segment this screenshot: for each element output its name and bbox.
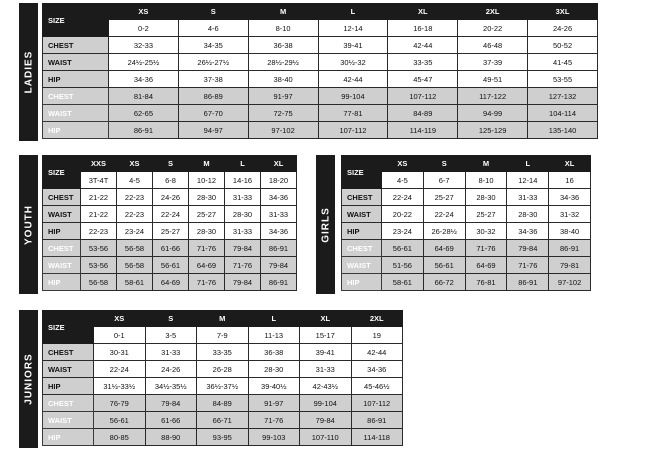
measurement-cell: 39-41 xyxy=(318,37,388,54)
measurement-cell: 107-112 xyxy=(318,122,388,139)
measurement-cell: 56-58 xyxy=(81,274,117,291)
measurement-cell: 79-84 xyxy=(261,257,297,274)
measurement-cell: 79-84 xyxy=(145,395,197,412)
table-row xyxy=(342,223,591,240)
juniors-table xyxy=(42,310,403,446)
measurement-cell: 34½-35½ xyxy=(145,378,197,395)
measurement-cell: 91-97 xyxy=(248,88,318,105)
size-letter-header: L xyxy=(225,156,261,172)
numeric-size-cell: 11-13 xyxy=(248,327,300,344)
measurement-cell: 23-24 xyxy=(117,223,153,240)
measurement-cell: 71-76 xyxy=(248,412,300,429)
measurement-cell: 22-24 xyxy=(153,206,189,223)
numeric-size-cell: 6-7 xyxy=(423,172,465,189)
measurement-label: CHEST xyxy=(43,395,94,412)
measurement-cell: 34-36 xyxy=(109,71,179,88)
measurement-label: CHEST xyxy=(342,240,382,257)
measurement-cell: 26½-27½ xyxy=(178,54,248,71)
measurement-cell: 33-35 xyxy=(197,344,249,361)
measurement-cell: 127-132 xyxy=(528,88,598,105)
measurement-cell: 135-140 xyxy=(528,122,598,139)
measurement-cell: 66-71 xyxy=(197,412,249,429)
numeric-size-cell: 24-26 xyxy=(528,20,598,37)
table-row xyxy=(342,257,591,274)
size-header-row xyxy=(342,156,591,172)
measurement-cell: 86-91 xyxy=(351,412,403,429)
measurement-cell: 79-84 xyxy=(225,274,261,291)
measurement-cell: 25-27 xyxy=(189,206,225,223)
measurement-cell: 25-27 xyxy=(423,189,465,206)
numeric-size-row xyxy=(43,172,297,189)
measurement-cell: 31-33 xyxy=(261,206,297,223)
table-row xyxy=(43,206,297,223)
youth-table xyxy=(42,155,297,291)
numeric-size-cell: 12-14 xyxy=(318,20,388,37)
numeric-size-cell: 15-17 xyxy=(300,327,352,344)
measurement-cell: 58-61 xyxy=(117,274,153,291)
juniors-title: JUNIORS xyxy=(23,353,34,405)
measurement-cell: 94-99 xyxy=(458,105,528,122)
measurement-cell: 86-91 xyxy=(507,274,549,291)
measurement-cell: 71-76 xyxy=(465,240,507,257)
measurement-cell: 56-61 xyxy=(153,257,189,274)
measurement-cell: 71-76 xyxy=(189,240,225,257)
size-letter-header: XS xyxy=(94,311,146,327)
measurement-cell: 104-114 xyxy=(528,105,598,122)
measurement-cell: 30-31 xyxy=(94,344,146,361)
measurement-cell: 22-24 xyxy=(423,206,465,223)
size-letter-header: XS xyxy=(117,156,153,172)
measurement-cell: 53-56 xyxy=(81,257,117,274)
measurement-cell: 24-26 xyxy=(145,361,197,378)
measurement-cell: 22-23 xyxy=(117,206,153,223)
numeric-size-cell: 16-18 xyxy=(388,20,458,37)
measurement-cell: 33-35 xyxy=(388,54,458,71)
measurement-cell: 22-24 xyxy=(94,361,146,378)
measurement-cell: 80-85 xyxy=(94,429,146,446)
measurement-cell: 42-44 xyxy=(318,71,388,88)
juniors-side-label xyxy=(19,310,38,448)
measurement-cell: 22-23 xyxy=(81,223,117,240)
numeric-size-cell: 19 xyxy=(351,327,403,344)
numeric-size-cell: 7-9 xyxy=(197,327,249,344)
size-letter-header: 2XL xyxy=(458,4,528,20)
size-column-header: SIZE xyxy=(43,311,94,344)
size-column-header: SIZE xyxy=(43,4,109,37)
measurement-cell: 64-69 xyxy=(189,257,225,274)
youth-side-label xyxy=(19,155,38,294)
measurement-cell: 45-46½ xyxy=(351,378,403,395)
size-column-header: SIZE xyxy=(43,156,81,189)
measurement-label: CHEST xyxy=(43,240,81,257)
measurement-cell: 39-40½ xyxy=(248,378,300,395)
measurement-cell: 72-75 xyxy=(248,105,318,122)
girls-table xyxy=(341,155,591,291)
measurement-cell: 53-55 xyxy=(528,71,598,88)
measurement-cell: 24½-25½ xyxy=(109,54,179,71)
measurement-cell: 84-89 xyxy=(197,395,249,412)
measurement-cell: 79-84 xyxy=(225,240,261,257)
measurement-cell: 62-65 xyxy=(109,105,179,122)
measurement-cell: 31-33 xyxy=(300,361,352,378)
ladies-table xyxy=(42,3,598,139)
table-row xyxy=(43,122,598,139)
measurement-cell: 97-102 xyxy=(248,122,318,139)
measurement-cell: 97-102 xyxy=(549,274,591,291)
measurement-label: WAIST xyxy=(43,206,81,223)
measurement-cell: 34-36 xyxy=(351,361,403,378)
size-letter-header: M xyxy=(465,156,507,172)
measurement-cell: 88-90 xyxy=(145,429,197,446)
measurement-cell: 86-91 xyxy=(261,274,297,291)
size-letter-header: M xyxy=(248,4,318,20)
size-letter-header: XL xyxy=(300,311,352,327)
numeric-size-cell: 4-6 xyxy=(178,20,248,37)
numeric-size-cell: 16 xyxy=(549,172,591,189)
measurement-cell: 79-81 xyxy=(549,257,591,274)
measurement-cell: 39-41 xyxy=(300,344,352,361)
measurement-cell: 79-84 xyxy=(507,240,549,257)
numeric-size-cell: 0-1 xyxy=(94,327,146,344)
measurement-cell: 81-84 xyxy=(109,88,179,105)
measurement-label: CHEST xyxy=(43,88,109,105)
measurement-cell: 23-24 xyxy=(382,223,424,240)
table-row xyxy=(43,361,403,378)
numeric-size-cell: 18-20 xyxy=(261,172,297,189)
measurement-label: WAIST xyxy=(43,257,81,274)
measurement-cell: 28-30 xyxy=(248,361,300,378)
measurement-cell: 28-30 xyxy=(225,206,261,223)
table-row xyxy=(43,189,297,206)
measurement-cell: 58-61 xyxy=(382,274,424,291)
table-row xyxy=(43,257,297,274)
measurement-cell: 64-69 xyxy=(465,257,507,274)
measurement-label: HIP xyxy=(342,274,382,291)
size-letter-header: M xyxy=(197,311,249,327)
numeric-size-cell: 4-5 xyxy=(117,172,153,189)
measurement-cell: 37-38 xyxy=(178,71,248,88)
measurement-cell: 34-36 xyxy=(549,189,591,206)
measurement-label: HIP xyxy=(43,122,109,139)
numeric-size-cell: 12-14 xyxy=(507,172,549,189)
measurement-cell: 71-76 xyxy=(189,274,225,291)
size-column-header: SIZE xyxy=(342,156,382,189)
size-letter-header: 2XL xyxy=(351,311,403,327)
measurement-cell: 107-112 xyxy=(351,395,403,412)
size-letter-header: M xyxy=(189,156,225,172)
table-row xyxy=(342,206,591,223)
table-row xyxy=(43,88,598,105)
measurement-cell: 38-40 xyxy=(549,223,591,240)
measurement-cell: 117-122 xyxy=(458,88,528,105)
size-letter-header: L xyxy=(248,311,300,327)
measurement-label: CHEST xyxy=(342,189,382,206)
measurement-cell: 64-69 xyxy=(153,274,189,291)
numeric-size-row xyxy=(43,327,403,344)
measurement-cell: 28-30 xyxy=(465,189,507,206)
measurement-label: WAIST xyxy=(43,54,109,71)
table-row xyxy=(43,274,297,291)
table-row xyxy=(43,412,403,429)
measurement-label: WAIST xyxy=(43,105,109,122)
measurement-cell: 56-61 xyxy=(423,257,465,274)
table-row xyxy=(43,378,403,395)
numeric-size-cell: 20-22 xyxy=(458,20,528,37)
youth-title: YOUTH xyxy=(23,204,34,245)
measurement-cell: 86-89 xyxy=(178,88,248,105)
size-letter-header: XXS xyxy=(81,156,117,172)
girls-title: GIRLS xyxy=(320,206,331,243)
size-letter-header: XS xyxy=(109,4,179,20)
measurement-label: HIP xyxy=(43,378,94,395)
measurement-cell: 86-91 xyxy=(109,122,179,139)
table-row xyxy=(43,429,403,446)
measurement-label: HIP xyxy=(342,223,382,240)
measurement-cell: 56-58 xyxy=(117,257,153,274)
measurement-cell: 25-27 xyxy=(153,223,189,240)
measurement-cell: 36-38 xyxy=(248,344,300,361)
numeric-size-cell: 3T-4T xyxy=(81,172,117,189)
size-letter-header: XL xyxy=(388,4,458,20)
measurement-cell: 107-110 xyxy=(300,429,352,446)
numeric-size-cell: 4-5 xyxy=(382,172,424,189)
numeric-size-cell: 6-8 xyxy=(153,172,189,189)
measurement-cell: 31-32 xyxy=(549,206,591,223)
measurement-cell: 91-97 xyxy=(248,395,300,412)
measurement-cell: 45-47 xyxy=(388,71,458,88)
numeric-size-cell: 14-16 xyxy=(225,172,261,189)
measurement-cell: 86-91 xyxy=(549,240,591,257)
measurement-cell: 31-33 xyxy=(145,344,197,361)
measurement-cell: 93-95 xyxy=(197,429,249,446)
measurement-cell: 77-81 xyxy=(318,105,388,122)
numeric-size-cell: 8-10 xyxy=(248,20,318,37)
measurement-label: WAIST xyxy=(43,361,94,378)
measurement-cell: 76-81 xyxy=(465,274,507,291)
measurement-cell: 50-52 xyxy=(528,37,598,54)
measurement-cell: 42-44 xyxy=(388,37,458,54)
measurement-cell: 21-22 xyxy=(81,189,117,206)
measurement-cell: 28½-29½ xyxy=(248,54,318,71)
table-row xyxy=(43,37,598,54)
measurement-cell: 114-119 xyxy=(388,122,458,139)
measurement-cell: 61-66 xyxy=(153,240,189,257)
size-letter-header: S xyxy=(178,4,248,20)
table-row xyxy=(43,240,297,257)
numeric-size-cell: 8-10 xyxy=(465,172,507,189)
measurement-cell: 34-35 xyxy=(178,37,248,54)
measurement-cell: 42-44 xyxy=(351,344,403,361)
measurement-cell: 86-91 xyxy=(261,240,297,257)
measurement-cell: 114-118 xyxy=(351,429,403,446)
measurement-cell: 46-48 xyxy=(458,37,528,54)
measurement-label: WAIST xyxy=(342,257,382,274)
measurement-cell: 49-51 xyxy=(458,71,528,88)
table-row xyxy=(43,105,598,122)
measurement-label: HIP xyxy=(43,274,81,291)
measurement-label: HIP xyxy=(43,223,81,240)
measurement-cell: 71-76 xyxy=(225,257,261,274)
size-letter-header: S xyxy=(145,311,197,327)
numeric-size-row xyxy=(43,20,598,37)
numeric-size-cell: 10-12 xyxy=(189,172,225,189)
girls-side-label xyxy=(316,155,335,294)
measurement-cell: 26-28 xyxy=(197,361,249,378)
numeric-size-cell: 3-5 xyxy=(145,327,197,344)
measurement-cell: 64-69 xyxy=(423,240,465,257)
measurement-cell: 56-61 xyxy=(94,412,146,429)
size-letter-header: XL xyxy=(261,156,297,172)
measurement-cell: 53-56 xyxy=(81,240,117,257)
measurement-cell: 31-33 xyxy=(225,223,261,240)
size-letter-header: XS xyxy=(382,156,424,172)
measurement-cell: 31½-33½ xyxy=(94,378,146,395)
table-row xyxy=(342,240,591,257)
measurement-cell: 34-36 xyxy=(261,223,297,240)
measurement-cell: 34-36 xyxy=(261,189,297,206)
measurement-cell: 30½-32 xyxy=(318,54,388,71)
measurement-label: HIP xyxy=(43,429,94,446)
measurement-cell: 71-76 xyxy=(507,257,549,274)
measurement-cell: 51-56 xyxy=(382,257,424,274)
measurement-cell: 20-22 xyxy=(382,206,424,223)
measurement-cell: 61-66 xyxy=(145,412,197,429)
measurement-cell: 28-30 xyxy=(189,223,225,240)
size-letter-header: L xyxy=(318,4,388,20)
measurement-cell: 21-22 xyxy=(81,206,117,223)
measurement-cell: 42-43½ xyxy=(300,378,352,395)
measurement-cell: 99-103 xyxy=(248,429,300,446)
measurement-cell: 125-129 xyxy=(458,122,528,139)
numeric-size-cell: 0-2 xyxy=(109,20,179,37)
size-letter-header: S xyxy=(153,156,189,172)
measurement-cell: 22-24 xyxy=(382,189,424,206)
measurement-label: WAIST xyxy=(342,206,382,223)
measurement-cell: 67-70 xyxy=(178,105,248,122)
measurement-cell: 84-89 xyxy=(388,105,458,122)
measurement-cell: 99-104 xyxy=(318,88,388,105)
size-letter-header: 3XL xyxy=(528,4,598,20)
measurement-cell: 66-72 xyxy=(423,274,465,291)
measurement-cell: 24-26 xyxy=(153,189,189,206)
size-header-row xyxy=(43,311,403,327)
table-row xyxy=(43,71,598,88)
measurement-label: HIP xyxy=(43,71,109,88)
table-row xyxy=(43,54,598,71)
measurement-label: CHEST xyxy=(43,37,109,54)
measurement-cell: 28-30 xyxy=(189,189,225,206)
measurement-cell: 99-104 xyxy=(300,395,352,412)
size-header-row xyxy=(43,4,598,20)
measurement-cell: 25-27 xyxy=(465,206,507,223)
size-letter-header: XL xyxy=(549,156,591,172)
measurement-cell: 31-33 xyxy=(225,189,261,206)
table-row xyxy=(43,223,297,240)
measurement-cell: 32-33 xyxy=(109,37,179,54)
table-row xyxy=(342,274,591,291)
measurement-cell: 38-40 xyxy=(248,71,318,88)
measurement-cell: 94-97 xyxy=(178,122,248,139)
measurement-cell: 22-23 xyxy=(117,189,153,206)
table-row xyxy=(43,395,403,412)
table-row xyxy=(43,344,403,361)
measurement-cell: 28-30 xyxy=(507,206,549,223)
measurement-cell: 36-38 xyxy=(248,37,318,54)
measurement-cell: 37-39 xyxy=(458,54,528,71)
measurement-cell: 107-112 xyxy=(388,88,458,105)
measurement-cell: 56-61 xyxy=(382,240,424,257)
measurement-cell: 36½-37½ xyxy=(197,378,249,395)
measurement-label: WAIST xyxy=(43,412,94,429)
table-row xyxy=(342,189,591,206)
size-letter-header: L xyxy=(507,156,549,172)
size-letter-header: S xyxy=(423,156,465,172)
size-header-row xyxy=(43,156,297,172)
ladies-title: LADIES xyxy=(23,50,34,94)
measurement-cell: 76-79 xyxy=(94,395,146,412)
measurement-cell: 30-32 xyxy=(465,223,507,240)
measurement-cell: 79-84 xyxy=(300,412,352,429)
measurement-cell: 31-33 xyxy=(507,189,549,206)
measurement-label: CHEST xyxy=(43,189,81,206)
measurement-label: CHEST xyxy=(43,344,94,361)
measurement-cell: 26-28½ xyxy=(423,223,465,240)
measurement-cell: 56-58 xyxy=(117,240,153,257)
measurement-cell: 34-36 xyxy=(507,223,549,240)
ladies-side-label xyxy=(19,3,38,141)
measurement-cell: 41-45 xyxy=(528,54,598,71)
